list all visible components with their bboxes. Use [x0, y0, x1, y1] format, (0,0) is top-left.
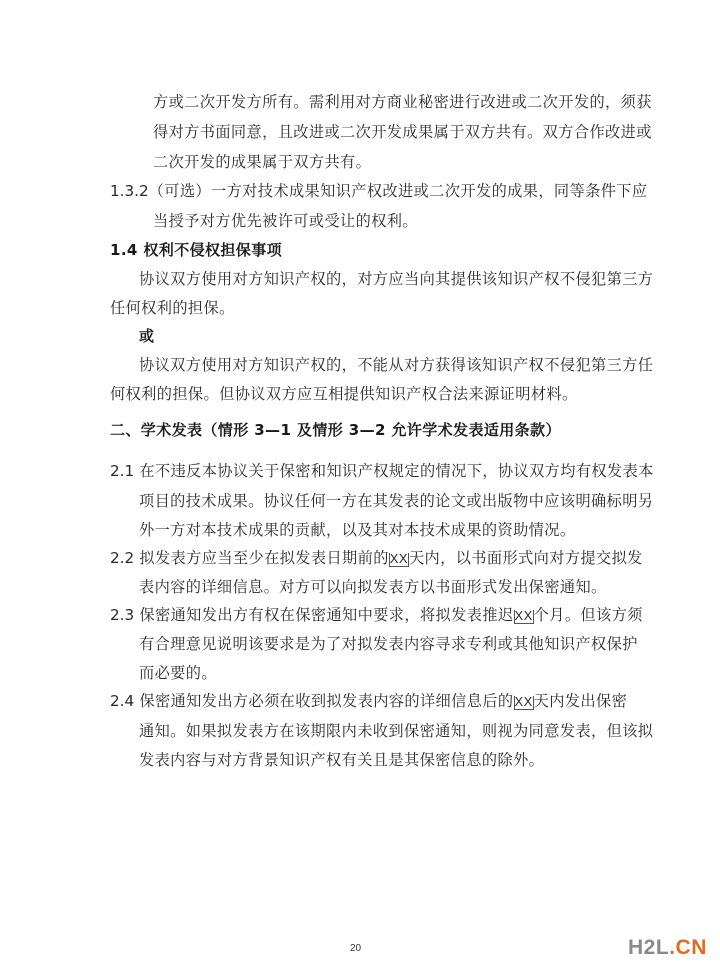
paragraph-line: 通知。如果拟发表方在该期限内未收到保密通知，则视为同意发表，但该拟 — [139, 722, 654, 740]
paragraph-line: 有合理意见说明该要求是为了对拟发表内容寻求专利或其他知识产权保护 — [139, 635, 638, 653]
paragraph-line: 得对方书面同意，且改进或二次开发成果属于双方共有。双方合作改进或 — [153, 123, 652, 141]
clause-2-1 — [110, 461, 654, 481]
or-label: 或 — [139, 327, 155, 345]
clause-2-4 — [110, 691, 627, 712]
clause-text: 天内，以书面形式向对方提交拟发 — [408, 549, 643, 567]
clause-text: 个月。但该方须 — [533, 606, 643, 624]
paragraph-line: 何权利的担保。但协议双方应互相提供知识产权合法来源证明材料。 — [110, 385, 578, 403]
clause-2-2 — [110, 548, 643, 569]
section-heading-1-4: 1.4 权利不侵权担保事项 — [110, 241, 282, 259]
paragraph-line: 项目的技术成果。协议任何一方在其发表的论文或出版物中应该明确标明另 — [139, 492, 654, 510]
paragraph-line: 协议双方使用对方知识产权的，不能从对方获得该知识产权不侵犯第三方任 — [139, 356, 654, 374]
placeholder-field[interactable]: XX — [514, 694, 533, 709]
paragraph-line: 表内容的详细信息。对方可以向拟发表方以书面形式发出保密通知。 — [139, 578, 607, 596]
clause-1-3-2 — [110, 181, 647, 201]
clause-number: 2.4 — [110, 692, 135, 710]
clause-text: 保密通知发出方必须在收到拟发表内容的详细信息后的 — [139, 692, 514, 710]
paragraph-line: 二次开发的成果属于双方共有。 — [153, 153, 372, 171]
clause-text: （可选）一方对技术成果知识产权改进或二次开发的成果，同等条件下应 — [148, 182, 648, 200]
clause-number: 2.2 — [110, 549, 135, 567]
clause-2-3 — [110, 605, 643, 626]
paragraph-line: 外一方对本技术成果的贡献，以及其对本技术成果的资助情况。 — [139, 521, 576, 539]
site-watermark — [628, 936, 707, 960]
paragraph-line: 方或二次开发方所有。需利用对方商业秘密进行改进或二次开发的，须获 — [153, 93, 652, 111]
clause-text: 拟发表方应当至少在拟发表日期前的 — [139, 549, 389, 567]
paragraph-line: 发表内容与对方背景知识产权有关且是其保密信息的除外。 — [139, 751, 545, 769]
paragraph-line: 任何权利的担保。 — [110, 299, 235, 317]
watermark-text: .CN — [669, 936, 707, 959]
paragraph-line: 协议双方使用对方知识产权的，对方应当向其提供该知识产权不侵犯第三方 — [139, 270, 654, 288]
clause-text: 保密通知发出方有权在保密通知中要求，将拟发表推迟 — [139, 606, 514, 624]
section-heading-2: 二、学术发表（情形 3—1 及情形 3—2 允许学术发表适用条款） — [110, 421, 561, 439]
clause-number: 2.3 — [110, 606, 135, 624]
placeholder-field[interactable]: XX — [389, 551, 408, 566]
paragraph-line: 当授予对方优先被许可或受让的权利。 — [153, 212, 418, 230]
clause-number: 1.3.2 — [110, 182, 149, 200]
paragraph-line: 而必要的。 — [139, 664, 217, 682]
clause-text: 在不违反本协议关于保密和知识产权规定的情况下，协议双方均有权发表本 — [139, 462, 654, 480]
clause-text: 天内发出保密 — [533, 692, 628, 710]
placeholder-field[interactable]: XX — [514, 608, 533, 623]
clause-number: 2.1 — [110, 462, 135, 480]
watermark-text: H2L — [628, 936, 670, 959]
page-number: 20 — [350, 943, 362, 954]
